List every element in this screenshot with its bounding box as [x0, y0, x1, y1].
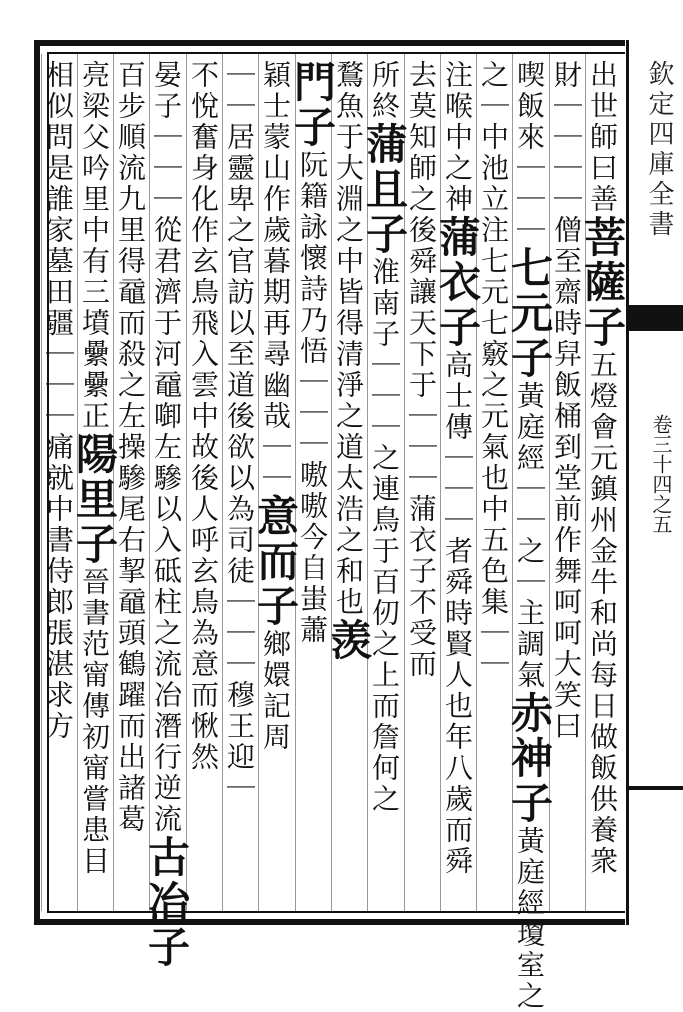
- entry-text: 痛就中書侍郎張湛求方: [42, 432, 75, 742]
- entry-text: 注七元七竅之元氣也: [477, 215, 510, 494]
- text-column: [433, 60, 482, 910]
- volume-label: 卷三十四之五: [649, 414, 673, 534]
- entry-heading: 古冶子: [142, 835, 191, 970]
- entry-text: 晉書范甯傳初甯嘗患目: [78, 567, 111, 877]
- entry-text: 相似問是誰家墓田疆｜｜｜: [42, 60, 75, 432]
- entry-text: 出世師曰善: [586, 60, 619, 215]
- entry-text: 注喉中之神: [441, 60, 474, 215]
- entry-text: 穆王迎｜: [223, 680, 256, 804]
- text-column: [479, 60, 515, 910]
- entry-text: 鶩魚于大淵之中皆得清淨之道太浩之和也: [332, 60, 365, 618]
- entry-text: 去莫知: [405, 60, 438, 153]
- text-column: [70, 60, 119, 910]
- entry-text: 師之後舜讓天下于｜｜｜蒲衣子不受而: [405, 153, 438, 680]
- entry-text: 愀然: [187, 711, 220, 773]
- text-column: [324, 60, 373, 910]
- text-column: [360, 60, 409, 910]
- side-book-title: 欽定四庫全書: [644, 60, 674, 240]
- entry-heading: 蒲衣子: [433, 215, 482, 350]
- entry-text: 不悅奮身化作玄鳥飛入雲中故後人呼玄鳥為意而: [187, 60, 220, 711]
- entry-text: 黃庭經｜｜之｜主調氣: [513, 381, 546, 691]
- entry-text: 晏子｜｜｜從君濟于河黿啣左驂以入砥柱之流冶潛行逆流: [150, 60, 183, 835]
- entry-heading: 七元子: [505, 246, 554, 381]
- entry-text: 高士傳｜｜｜者舜時賢人也年八歲而舜: [441, 350, 474, 877]
- entry-text: 百步順流九里得黿而殺之左操驂尾右挈黿頭鶴躍而出諸葛: [114, 60, 147, 835]
- entry-text: 淮南子｜｜｜之連鳥于百仞之上而詹何之: [368, 257, 401, 815]
- entry-text: 財｜｜｜｜: [550, 60, 583, 215]
- entry-heading: 陽里子: [70, 432, 119, 567]
- text-column: [407, 60, 443, 910]
- text-column: [116, 60, 152, 910]
- text-column: [142, 60, 191, 970]
- fishtail-bottom-mark: [629, 786, 683, 790]
- text-column: [251, 60, 300, 910]
- entry-text: 中五色集｜｜: [477, 494, 510, 680]
- center-fold-line: [626, 40, 629, 925]
- entry-heading: 蒲且子: [360, 122, 409, 257]
- entry-text: 亮梁父吟里中有三墳纍纍正: [78, 60, 111, 432]
- entry-heading: 意而子: [251, 494, 300, 629]
- text-column: [225, 60, 261, 910]
- text-column: [578, 60, 627, 910]
- text-column: [288, 60, 337, 910]
- entry-heading: 門子: [288, 60, 337, 150]
- entry-text: 所終: [368, 60, 401, 122]
- entry-text: ｜｜居靈卑之官訪以至道後欲以為司徒｜｜｜: [223, 60, 256, 680]
- entry-text: 五燈會元鎮州金牛和尚每日做飯供養衆: [586, 350, 619, 877]
- entry-text: 阮籍詠懷詩乃悟｜｜｜嗷嗷今自蚩: [296, 150, 329, 615]
- entry-heading: 菩薩子: [578, 215, 627, 350]
- text-column: [189, 60, 225, 910]
- fishtail-mark: [629, 305, 683, 331]
- text-column: [552, 60, 588, 910]
- entry-text: 鄉嬛記周: [259, 629, 292, 753]
- entry-heading: 羡: [324, 618, 373, 663]
- entry-text: 喫飯來｜｜｜: [513, 60, 546, 246]
- text-column: [44, 60, 80, 910]
- entry-text: 黃庭經瓊室之: [513, 826, 546, 1012]
- entry-text: 蕭: [296, 615, 329, 646]
- entry-heading: 赤神子: [505, 691, 554, 826]
- text-column: [505, 60, 554, 1012]
- entry-text: 僧至齋時舁飯桶到堂前作舞呵呵大笑曰: [550, 215, 583, 742]
- entry-text: 穎士蒙山作歲暮期再尋幽哉｜｜: [259, 60, 292, 494]
- entry-text: 之｜中池立: [477, 60, 510, 215]
